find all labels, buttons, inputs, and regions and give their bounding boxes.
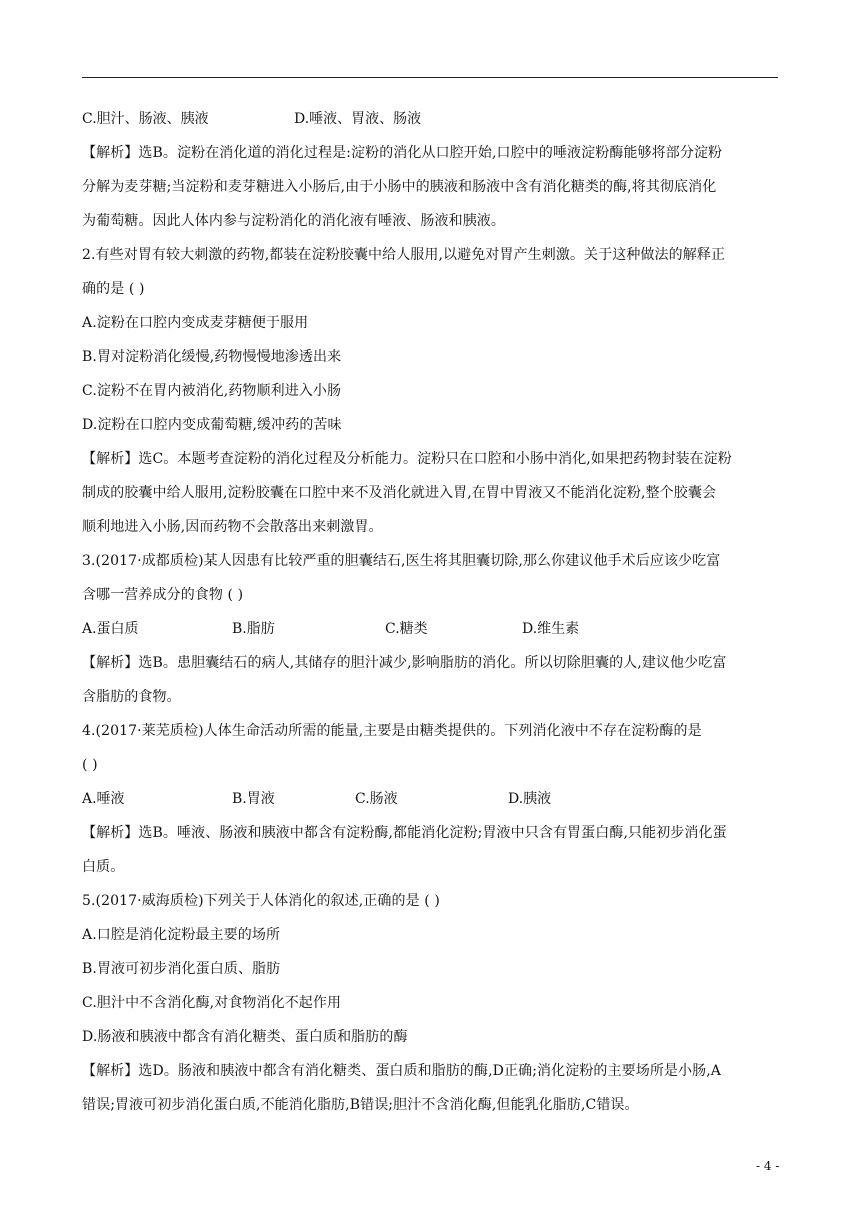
q3-option-a: A.蛋白质 <box>82 621 139 637</box>
q4-analysis-line: 【解析】选B。唾液、肠液和胰液中都含有淀粉酶,都能消化淀粉;胃液中只含有胃蛋白酶,只能初步消化蛋 <box>82 825 727 841</box>
q1-option-d: D.唾液、胃液、肠液 <box>294 111 422 127</box>
q1-option-c: C.胆汁、肠液、胰液 <box>82 111 209 127</box>
q5-analysis-line: 错误;胃液可初步消化蛋白质,不能消化脂肪,B错误;胆汁不含消化酶,但能乳化脂肪,C错误。 <box>82 1097 639 1113</box>
q2-analysis-line: 顺利地进入小肠,因而药物不会散落出来刺激胃。 <box>82 519 383 535</box>
q4-option-c: C.肠液 <box>355 791 398 807</box>
q3-analysis-line: 含脂肪的食物。 <box>82 689 181 705</box>
q4-analysis-line: 白质。 <box>82 859 125 875</box>
q2-option-b: B.胃对淀粉消化缓慢,药物慢慢地渗透出来 <box>82 349 342 365</box>
q2-option-c: C.淀粉不在胃内被消化,药物顺利进入小肠 <box>82 383 342 399</box>
q5-option-d: D.肠液和胰液中都含有消化糖类、蛋白质和脂肪的酶 <box>82 1029 408 1045</box>
page-number: - 4 - <box>756 1159 780 1173</box>
q5-option-c: C.胆汁中不含消化酶,对食物消化不起作用 <box>82 995 342 1011</box>
q1-analysis-line: 【解析】选B。淀粉在消化道的消化过程是:淀粉的消化从口腔开始,口腔中的唾液淀粉酶能够将部分淀粉 <box>82 145 723 161</box>
q2-option-d: D.淀粉在口腔内变成葡萄糖,缓冲药的苦味 <box>82 417 342 433</box>
q4-option-a: A.唾液 <box>82 791 125 807</box>
q2-stem-line: 确的是 ( ) <box>82 281 145 297</box>
q2-analysis-line: 制成的胶囊中给人服用,淀粉胶囊在口腔中来不及消化就进入胃,在胃中胃液又不能消化淀粉,整个胶囊会 <box>82 485 717 501</box>
q2-stem-line: 2.有些对胃有较大刺激的药物,都装在淀粉胶囊中给人服用,以避免对胃产生刺激。关于这种做法的解释正 <box>82 247 726 263</box>
q5-option-a: A.口腔是消化淀粉最主要的场所 <box>82 927 281 943</box>
header-rule <box>82 77 778 78</box>
q1-analysis-line: 为葡萄糖。因此人体内参与淀粉消化的消化液有唾液、肠液和胰液。 <box>82 213 505 229</box>
q1-analysis-line: 分解为麦芽糖;当淀粉和麦芽糖进入小肠后,由于小肠中的胰液和肠液中含有消化糖类的酶,将其彻底消化 <box>82 179 717 195</box>
q4-stem-line: ( ) <box>82 757 98 773</box>
q5-analysis-line: 【解析】选D。肠液和胰液中都含有消化糖类、蛋白质和脂肪的酶,D正确;消化淀粉的主要场所是小肠,A <box>82 1063 721 1079</box>
q5-stem-line: 5.(2017·威海质检)下列关于人体消化的叙述,正确的是 ( ) <box>82 893 440 909</box>
q3-option-d: D.维生素 <box>522 621 580 637</box>
q4-stem-line: 4.(2017·莱芜质检)人体生命活动所需的能量,主要是由糖类提供的。下列消化液中不存在淀粉酶的是 <box>82 723 702 739</box>
q5-option-b: B.胃液可初步消化蛋白质、脂肪 <box>82 961 281 977</box>
q2-analysis-line: 【解析】选C。本题考查淀粉的消化过程及分析能力。淀粉只在口腔和小肠中消化,如果把药物封装在淀粉 <box>82 451 732 467</box>
q4-option-d: D.胰液 <box>508 791 552 807</box>
q4-option-b: B.胃液 <box>232 791 275 807</box>
q3-stem-line: 含哪一营养成分的食物 ( ) <box>82 587 244 603</box>
q2-option-a: A.淀粉在口腔内变成麦芽糖便于服用 <box>82 315 309 331</box>
q3-analysis-line: 【解析】选B。患胆囊结石的病人,其储存的胆汁减少,影响脂肪的消化。所以切除胆囊的人,建议他少吃富 <box>82 655 727 671</box>
q3-option-b: B.脂肪 <box>232 621 275 637</box>
q3-stem-line: 3.(2017·成都质检)某人因患有比较严重的胆囊结石,医生将其胆囊切除,那么你建议他手术后应该少吃富 <box>82 553 721 569</box>
q3-option-c: C.糖类 <box>385 621 428 637</box>
